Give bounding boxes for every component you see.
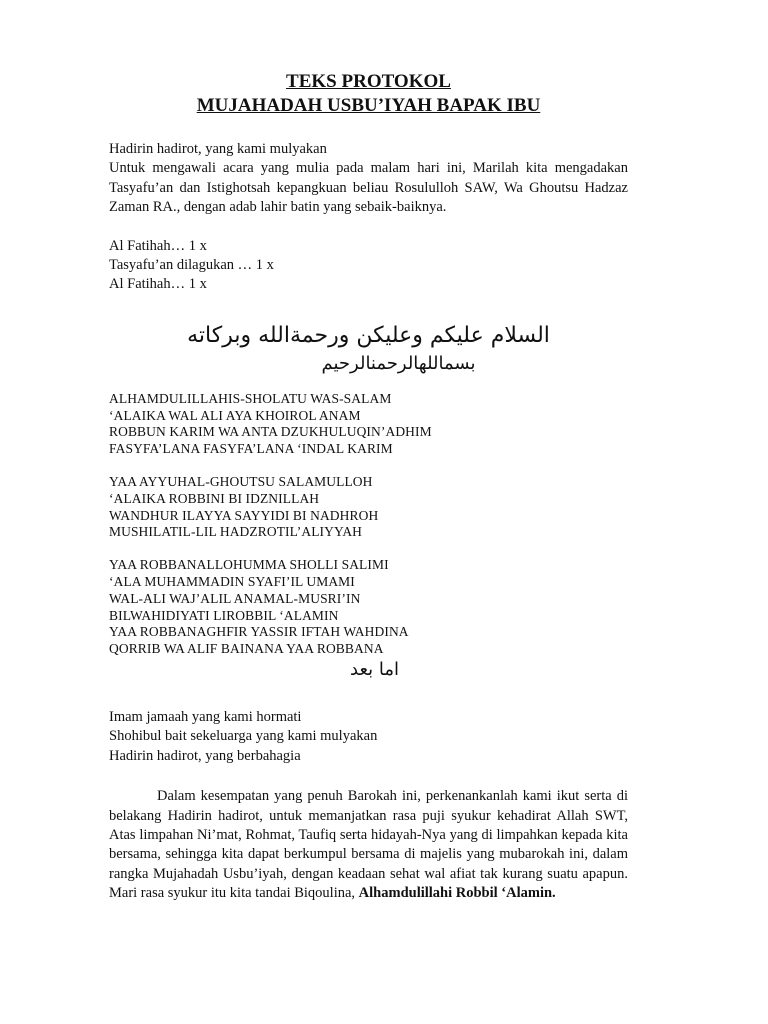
- address-line: Hadirin hadirot, yang berbahagia: [109, 747, 301, 764]
- verse-line: QORRIB WA ALIF BAINANA YAA ROBBANA: [109, 641, 384, 657]
- sequence-item: Al Fatihah… 1 x: [109, 237, 207, 254]
- verse-line: YAA ROBBANAGHFIR YASSIR IFTAH WAHDINA: [109, 624, 409, 640]
- intro-greeting: Hadirin hadirot, yang kami mulyakan: [109, 141, 327, 157]
- verse-line: MUSHILATIL-LIL HADZROTIL’ALIYYAH: [109, 524, 363, 540]
- verse-stanza-3: [109, 557, 628, 658]
- verse-stanza-1: [109, 391, 628, 458]
- closing-paragraph: [109, 787, 628, 903]
- closing-bold-phrase: Alhamdulillahi Robbil ‘Alamin.: [358, 885, 556, 902]
- intro-section: [109, 140, 628, 218]
- verse-line: BILWAHIDIYATI LIROBBIL ‘ALAMIN: [109, 607, 339, 623]
- intro-paragraph: Untuk mengawali acara yang mulia pada malam hari ini, Marilah kita mengadakan Tasyafu’an dan Istighotsah kepangkuan beliau Rosululloh SAW, Wa Ghoutsu Hadzaz Zaman RA., dengan adab lahir batin yang sebaik-baiknya.: [109, 160, 628, 216]
- verse-line: ‘ALAIKA ROBBINI BI IDZNILLAH: [109, 490, 320, 506]
- address-list: [109, 708, 628, 766]
- arabic-salam: السلام عليكم وعليكن ورحمةالله وبركاته: [187, 322, 550, 348]
- verse-line: YAA ROBBANALLOHUMMA SHOLLI SALIMI: [109, 557, 389, 573]
- sequence-list: [109, 237, 628, 295]
- verse-line: WANDHUR ILAYYA SAYYIDI BI NADHROH: [109, 507, 379, 523]
- verse-line: YAA AYYUHAL-GHOUTSU SALAMULLOH: [109, 474, 373, 490]
- address-line: Shohibul bait sekeluarga yang kami mulyakan: [109, 728, 378, 745]
- sequence-item: Al Fatihah… 1 x: [109, 276, 207, 293]
- verse-line: ‘ALA MUHAMMADIN SYAFI’IL UMAMI: [109, 574, 355, 590]
- verse-line: ‘ALAIKA WAL ALI AYA KHOIROL ANAM: [109, 407, 361, 423]
- sequence-item: Tasyafu’an dilagukan … 1 x: [109, 257, 274, 274]
- verse-stanza-2: [109, 474, 628, 541]
- verse-line: ROBBUN KARIM WA ANTA DZUKHULUQIN’ADHIM: [109, 424, 432, 440]
- closing-text: Dalam kesempatan yang penuh Barokah ini, perkenankanlah kami ikut serta di belakang Hadirin hadirot, untuk memanjatkan rasa puji syukur kehadirat Allah SWT, Atas limpahan Ni’mat, Rohmat, Taufiq serta hidayah-Nya yang di limpahkan kepada kita bersama, sehingga kita dapat berkumpul bersama di majelis yang mubarokah ini, dalam rangka Mujahadah Usbu’iyah, dengan keadaan sehat wal afiat tak kurang suatu apapun. Mari rasa syukur itu kita tandai Biqoulina,: [109, 788, 628, 902]
- arabic-amma-bad: اما بعد: [350, 659, 399, 680]
- title-line-1: TEKS PROTOKOL: [286, 71, 451, 92]
- document-page: [109, 70, 628, 904]
- document-title: [109, 70, 628, 118]
- address-line: Imam jamaah yang kami hormati: [109, 709, 302, 725]
- title-line-2: MUJAHADAH USBU’IYAH BAPAK IBU: [196, 95, 541, 116]
- verse-line: WAL-ALI WAJ’ALIL ANAMAL-MUSRI’IN: [109, 590, 361, 606]
- verse-line: FASYFA’LANA FASYFA’LANA ‘INDAL KARIM: [109, 441, 393, 457]
- verse-line: ALHAMDULILLAHIS-SHOLATU WAS-SALAM: [109, 390, 392, 406]
- arabic-basmalah: بسماللهالرحمنالرحيم: [321, 352, 476, 374]
